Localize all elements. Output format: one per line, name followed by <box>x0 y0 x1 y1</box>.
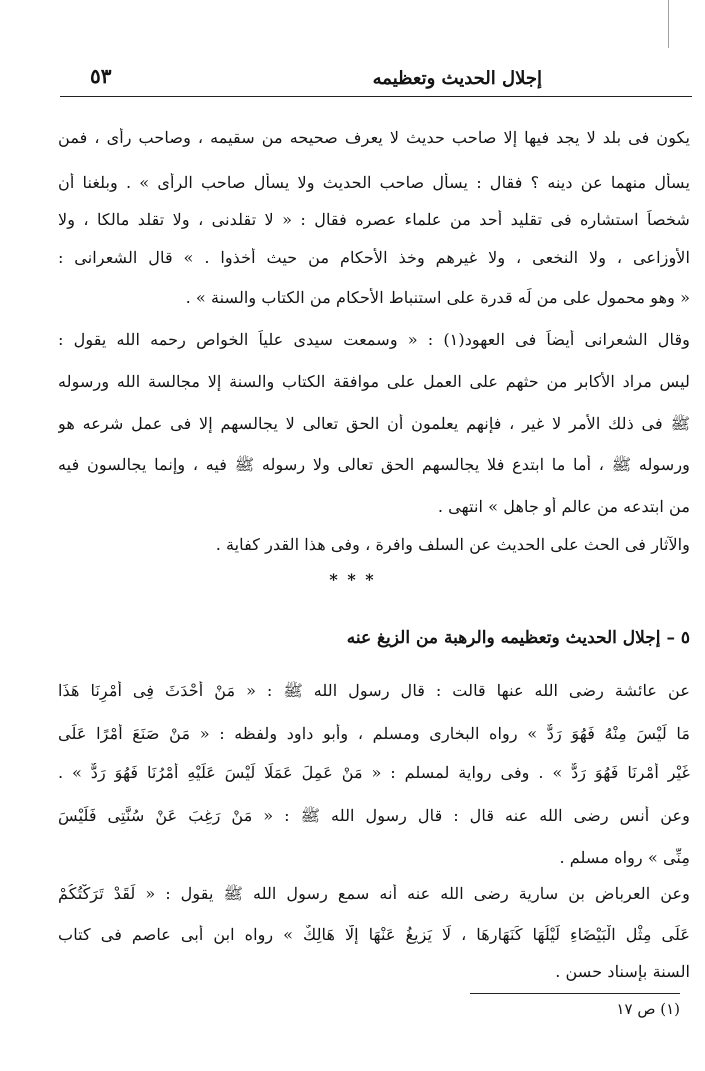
page-number: ٥٣ <box>90 64 112 88</box>
body-line: ورسوله ﷺ ، أما ما ابتدع فلا يجالسهم الحق تعالى ولا رسوله ﷺ فيه ، وإنما يجالسون فيه <box>58 455 690 474</box>
running-title: إجلال الحديث وتعظيمه <box>372 68 542 89</box>
body-line: وعن أنس رضى الله عنه قال : قال رسول الله ﷺ : « مَنْ رَغِبَ عَنْ سُنَّتِى فَلَيْسَ <box>58 806 690 825</box>
body-line: وقال الشعرانى أيضاً فى العهود(١) : « وسمعت سيدى علياً الخواص رحمه الله يقول : <box>58 330 690 349</box>
page-header <box>60 60 692 100</box>
body-line: عن عائشة رضى الله عنها قالت : قال رسول الله ﷺ : « مَنْ أَحْدَثَ فِى أَمْرِنَا هَذَا <box>58 681 690 700</box>
footnote: (١) ص ١٧ <box>616 1000 680 1018</box>
body-line: غَيْرِ أَمْرِنَا فَهُوَ رَدٌّ » . وفى رواية لمسلم : « مَنْ عَمِلَ عَمَلًا لَيْسَ عَلَيْهِ أَمْرُنَا فَهُوَ رَدٌّ » . <box>58 763 690 782</box>
binding-mark <box>668 0 669 48</box>
body-line: « وهو محمول على من لَه قدرة على استنباط الأحكام من الكتاب والسنة » . <box>185 288 690 307</box>
header-rule <box>60 96 692 97</box>
body-line: شخصاً استشاره فى تقليد أحد من علماء عصره فقال : « لا تقلدنى ، ولا تقلد مالكا ، ولا <box>58 210 690 229</box>
footnote-rule <box>470 993 680 994</box>
body-line: مِنِّى » رواه مسلم . <box>559 848 690 867</box>
body-line: من ابتدعه من عالم أو جاهل » انتهى . <box>437 497 690 516</box>
body-line: وعن العرباض بن سارية رضى الله عنه أنه سمع رسول الله ﷺ يقول : « لَقَدْ تَرَكْتُكُمْ <box>58 884 690 903</box>
body-line: والآثار فى الحث على الحديث عن السلف وافرة ، وفى هذا القدر كفاية . <box>215 535 690 554</box>
section-heading: ٥ – إجلال الحديث وتعظيمه والرهبة من الزيغ عنه <box>346 628 690 648</box>
body-line: ليس مراد الأكابر من حثهم على العمل على موافقة الكتاب والسنة إلا مجالسة الله ورسوله <box>58 372 690 391</box>
body-line: يكون فى بلد لا يجد فيها إلا صاحب حديث لا يعرف صحيحه من سقيمه ، وصاحب رأى ، فمن <box>58 128 690 147</box>
section-separator: * * * <box>329 570 376 589</box>
body-line: عَلَى مِثْلِ الْبَيْضَاءِ لَيْلُهَا كَنَهَارِهَا ، لَا يَزِيغُ عَنْهَا إِلَّا هَالِكٌ » رواه ابن أبى عاصم فى كتاب <box>58 925 690 944</box>
body-line: ﷺ فى ذلك الأمر لا غير ، فإنهم يعلمون أن الحق تعالى لا يجالسهم إلا فى عمل شرعه هو <box>58 414 690 433</box>
body-line: الأوزاعى ، ولا النخعى ، ولا غيرهم وخذ الأحكام من حيث أخذوا . » قال الشعرانى : <box>58 248 690 267</box>
body-line: السنة بإسناد حسن . <box>555 962 690 981</box>
body-line: يسأل منهما عن دينه ؟ فقال : يسأل صاحب الحديث ولا يسأل صاحب الرأى » . وبلغنا أن <box>58 173 690 192</box>
body-line: مَا لَيْسَ مِنْهُ فَهُوَ رَدٌّ » رواه البخارى ومسلم ، وأبو داود ولفظه : « مَنْ صَنَعَ أَمْرًا عَلَى <box>58 724 690 743</box>
